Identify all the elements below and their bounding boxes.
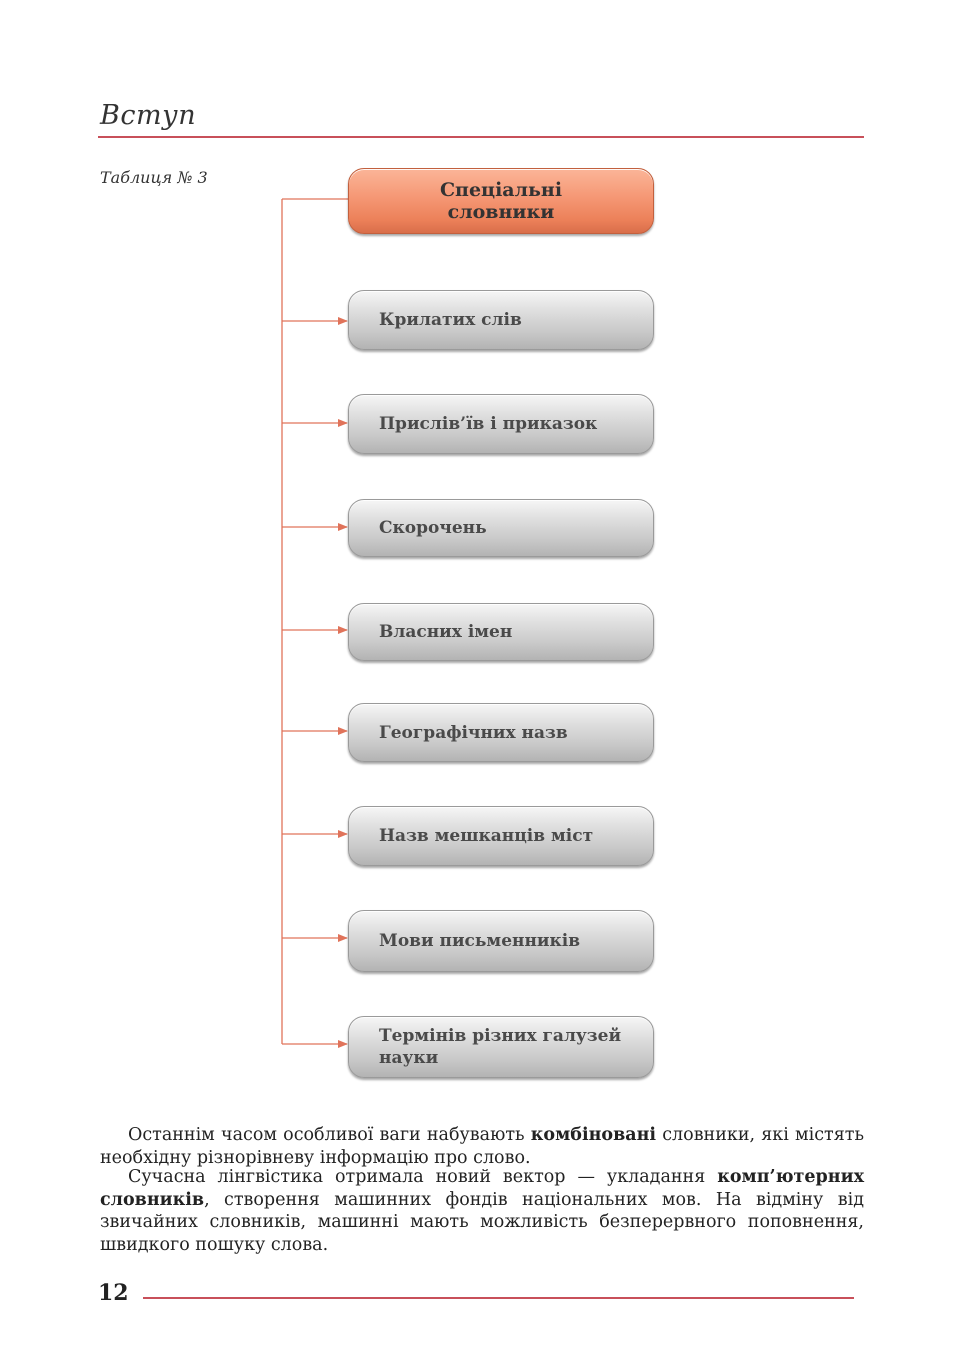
p1-bold-term: комбіновані	[530, 1125, 657, 1145]
node-winged-words	[348, 290, 654, 350]
root-node-label-line1: Спеціальні	[439, 179, 563, 201]
node-proverbs	[348, 394, 654, 454]
node-label-line1: Термінів різних галузей	[379, 1026, 622, 1046]
node-writers-language	[348, 910, 654, 972]
node-label: Власних імен	[379, 622, 513, 642]
node-label: Мови письменників	[379, 931, 581, 951]
p2-text-after: , створення машинних фондів національних мов. На відміну від звичайних словників, машинні мають можливість безперервного поповнення, швидкого пошуку слова.	[100, 1189, 864, 1255]
paragraph-computer-dictionaries	[100, 1166, 864, 1256]
node-terms	[348, 1016, 654, 1078]
node-label: Скорочень	[379, 518, 487, 538]
root-node-label-line2: словники	[447, 201, 555, 223]
node-label: Назв мешканців міст	[379, 826, 594, 846]
table-caption: Таблиця № 3	[100, 168, 208, 187]
node-abbreviations	[348, 499, 654, 557]
p2-text-before: Сучасна лінгвістика отримала новий вектор — укладання	[128, 1167, 718, 1187]
node-geographic-names	[348, 703, 654, 762]
node-city-residents	[348, 806, 654, 866]
node-label: Прислів’їв і приказок	[379, 414, 598, 434]
node-label: Географічних назв	[379, 722, 568, 743]
paragraph-combined-dictionaries	[100, 1124, 864, 1169]
section-title: Вступ	[100, 100, 197, 131]
node-label: Крилатих слів	[379, 310, 522, 330]
footer-rule	[143, 1297, 854, 1299]
page-number: 12	[98, 1280, 129, 1306]
node-label-line2: науки	[379, 1048, 439, 1068]
p1-text-after: словники, які містять необхідну різнорівневу інформацію про слово.	[100, 1125, 864, 1168]
p1-text-before: Останнім часом особливої ваги набувають	[128, 1125, 531, 1145]
node-proper-names	[348, 603, 654, 661]
root-node-special-dictionaries	[348, 168, 654, 234]
p2-bold-term: комп’ютерних словників	[100, 1167, 864, 1210]
